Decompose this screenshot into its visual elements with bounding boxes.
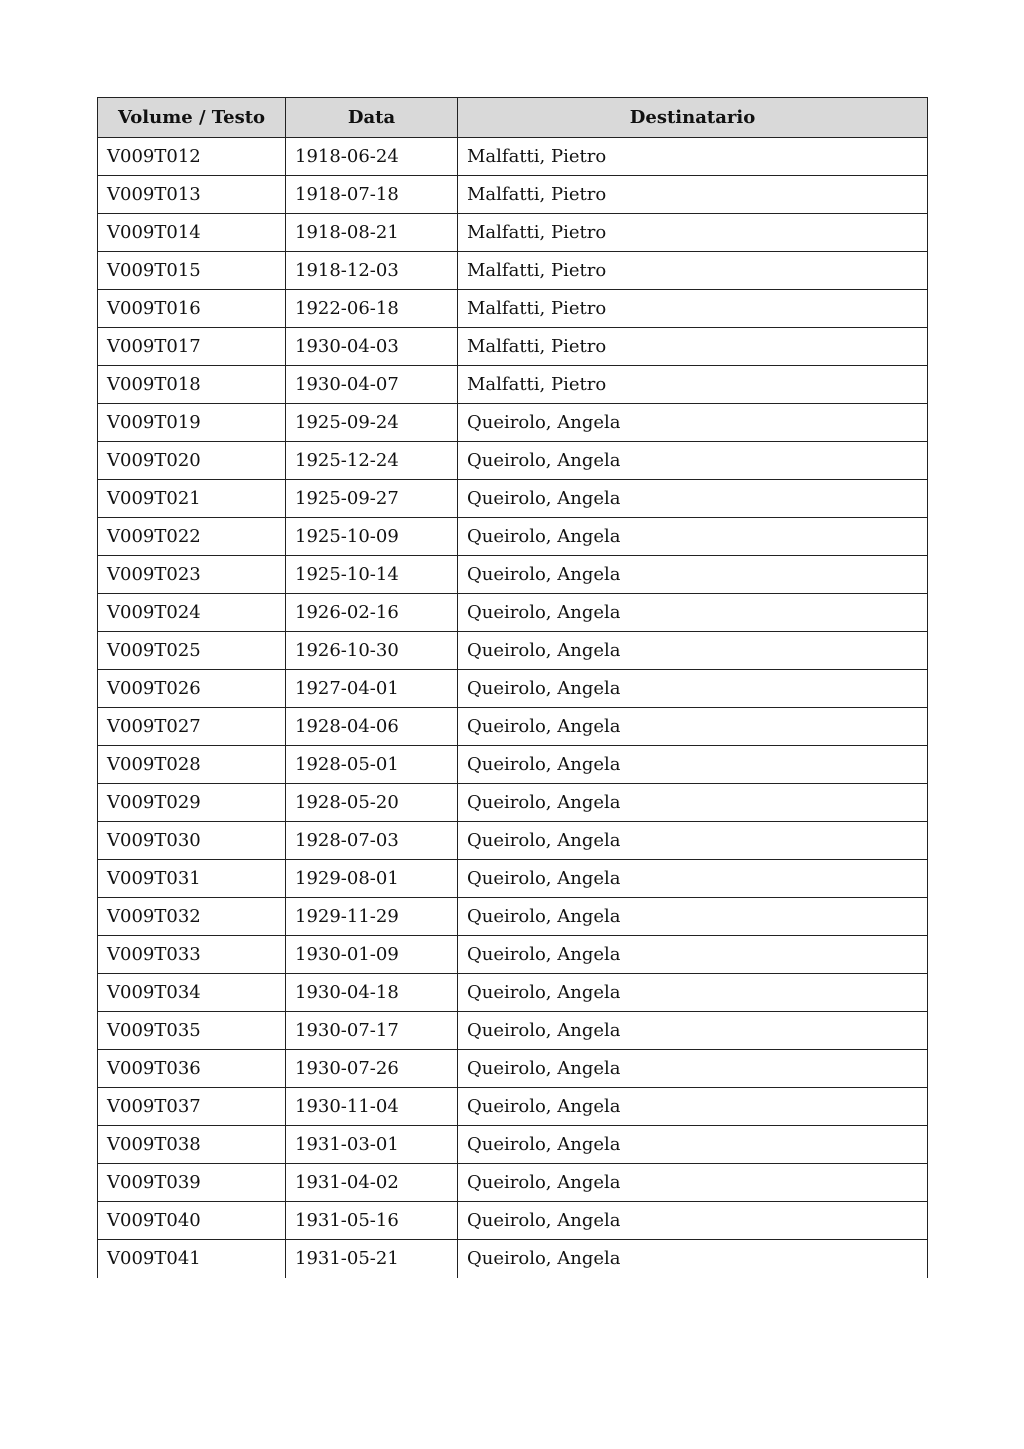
table-row (98, 214, 928, 252)
cell-recipient: Queirolo, Angela (458, 1126, 928, 1164)
cell-volume: V009T035 (98, 1012, 286, 1050)
cell-volume: V009T015 (98, 252, 286, 290)
cell-date: 1918-08-21 (286, 214, 458, 252)
table-row (98, 290, 928, 328)
table-row (98, 860, 928, 898)
table-row (98, 1240, 928, 1278)
cell-volume: V009T022 (98, 518, 286, 556)
cell-date: 1931-05-21 (286, 1240, 458, 1278)
cell-volume: V009T028 (98, 746, 286, 784)
cell-recipient: Queirolo, Angela (458, 936, 928, 974)
cell-recipient: Queirolo, Angela (458, 784, 928, 822)
cell-date: 1930-04-18 (286, 974, 458, 1012)
cell-date: 1918-06-24 (286, 138, 458, 176)
table-row (98, 822, 928, 860)
cell-volume: V009T034 (98, 974, 286, 1012)
table-row (98, 898, 928, 936)
cell-volume: V009T029 (98, 784, 286, 822)
cell-recipient: Malfatti, Pietro (458, 176, 928, 214)
cell-recipient: Queirolo, Angela (458, 594, 928, 632)
cell-date: 1928-07-03 (286, 822, 458, 860)
cell-volume: V009T012 (98, 138, 286, 176)
cell-date: 1931-04-02 (286, 1164, 458, 1202)
cell-date: 1927-04-01 (286, 670, 458, 708)
cell-recipient: Queirolo, Angela (458, 518, 928, 556)
cell-date: 1925-10-09 (286, 518, 458, 556)
cell-date: 1930-11-04 (286, 1088, 458, 1126)
table-row (98, 404, 928, 442)
cell-recipient: Queirolo, Angela (458, 404, 928, 442)
table-row (98, 480, 928, 518)
cell-date: 1918-12-03 (286, 252, 458, 290)
cell-volume: V009T014 (98, 214, 286, 252)
table-row (98, 1202, 928, 1240)
cell-recipient: Queirolo, Angela (458, 1012, 928, 1050)
table-row (98, 708, 928, 746)
table-row (98, 936, 928, 974)
table-row (98, 746, 928, 784)
cell-volume: V009T027 (98, 708, 286, 746)
cell-recipient: Malfatti, Pietro (458, 138, 928, 176)
table-row (98, 594, 928, 632)
cell-date: 1926-02-16 (286, 594, 458, 632)
cell-volume: V009T018 (98, 366, 286, 404)
table-row (98, 784, 928, 822)
cell-volume: V009T038 (98, 1126, 286, 1164)
table-row (98, 1012, 928, 1050)
cell-date: 1928-05-01 (286, 746, 458, 784)
cell-recipient: Queirolo, Angela (458, 1164, 928, 1202)
cell-date: 1925-10-14 (286, 556, 458, 594)
cell-recipient: Queirolo, Angela (458, 860, 928, 898)
cell-volume: V009T041 (98, 1240, 286, 1278)
table-header (98, 98, 928, 138)
cell-volume: V009T032 (98, 898, 286, 936)
cell-volume: V009T016 (98, 290, 286, 328)
cell-date: 1931-05-16 (286, 1202, 458, 1240)
cell-recipient: Queirolo, Angela (458, 746, 928, 784)
cell-date: 1930-07-26 (286, 1050, 458, 1088)
column-header-recipient: Destinatario (458, 98, 928, 138)
letters-table (97, 97, 928, 1278)
table-row (98, 632, 928, 670)
cell-volume: V009T013 (98, 176, 286, 214)
cell-date: 1926-10-30 (286, 632, 458, 670)
cell-recipient: Queirolo, Angela (458, 974, 928, 1012)
cell-volume: V009T025 (98, 632, 286, 670)
table-body (98, 138, 928, 1278)
cell-recipient: Queirolo, Angela (458, 1050, 928, 1088)
table-row (98, 176, 928, 214)
cell-recipient: Queirolo, Angela (458, 480, 928, 518)
cell-recipient: Queirolo, Angela (458, 442, 928, 480)
table-row (98, 366, 928, 404)
cell-date: 1930-04-07 (286, 366, 458, 404)
cell-recipient: Queirolo, Angela (458, 670, 928, 708)
cell-date: 1930-01-09 (286, 936, 458, 974)
cell-volume: V009T026 (98, 670, 286, 708)
cell-date: 1930-07-17 (286, 1012, 458, 1050)
cell-volume: V009T024 (98, 594, 286, 632)
cell-volume: V009T023 (98, 556, 286, 594)
cell-volume: V009T030 (98, 822, 286, 860)
table-row (98, 1164, 928, 1202)
cell-recipient: Malfatti, Pietro (458, 252, 928, 290)
cell-volume: V009T039 (98, 1164, 286, 1202)
letters-table-container (97, 97, 927, 1278)
cell-recipient: Queirolo, Angela (458, 898, 928, 936)
table-row (98, 138, 928, 176)
table-row (98, 442, 928, 480)
cell-volume: V009T037 (98, 1088, 286, 1126)
cell-recipient: Queirolo, Angela (458, 708, 928, 746)
cell-recipient: Queirolo, Angela (458, 1202, 928, 1240)
cell-recipient: Queirolo, Angela (458, 1240, 928, 1278)
table-row (98, 328, 928, 366)
cell-recipient: Malfatti, Pietro (458, 214, 928, 252)
cell-recipient: Malfatti, Pietro (458, 290, 928, 328)
cell-recipient: Malfatti, Pietro (458, 328, 928, 366)
header-row (98, 98, 928, 138)
table-row (98, 252, 928, 290)
cell-date: 1925-12-24 (286, 442, 458, 480)
cell-date: 1929-11-29 (286, 898, 458, 936)
cell-volume: V009T033 (98, 936, 286, 974)
cell-recipient: Queirolo, Angela (458, 632, 928, 670)
cell-date: 1929-08-01 (286, 860, 458, 898)
cell-date: 1918-07-18 (286, 176, 458, 214)
table-row (98, 974, 928, 1012)
cell-volume: V009T036 (98, 1050, 286, 1088)
cell-date: 1925-09-24 (286, 404, 458, 442)
cell-volume: V009T031 (98, 860, 286, 898)
cell-date: 1930-04-03 (286, 328, 458, 366)
cell-date: 1928-04-06 (286, 708, 458, 746)
table-row (98, 556, 928, 594)
table-row (98, 670, 928, 708)
cell-volume: V009T040 (98, 1202, 286, 1240)
cell-volume: V009T020 (98, 442, 286, 480)
table-row (98, 1126, 928, 1164)
cell-date: 1922-06-18 (286, 290, 458, 328)
cell-recipient: Malfatti, Pietro (458, 366, 928, 404)
table-row (98, 1050, 928, 1088)
cell-date: 1931-03-01 (286, 1126, 458, 1164)
table-row (98, 518, 928, 556)
column-header-volume: Volume / Testo (98, 98, 286, 138)
column-header-date: Data (286, 98, 458, 138)
cell-volume: V009T021 (98, 480, 286, 518)
cell-volume: V009T019 (98, 404, 286, 442)
cell-date: 1925-09-27 (286, 480, 458, 518)
cell-date: 1928-05-20 (286, 784, 458, 822)
cell-recipient: Queirolo, Angela (458, 556, 928, 594)
cell-recipient: Queirolo, Angela (458, 1088, 928, 1126)
cell-recipient: Queirolo, Angela (458, 822, 928, 860)
cell-volume: V009T017 (98, 328, 286, 366)
table-row (98, 1088, 928, 1126)
